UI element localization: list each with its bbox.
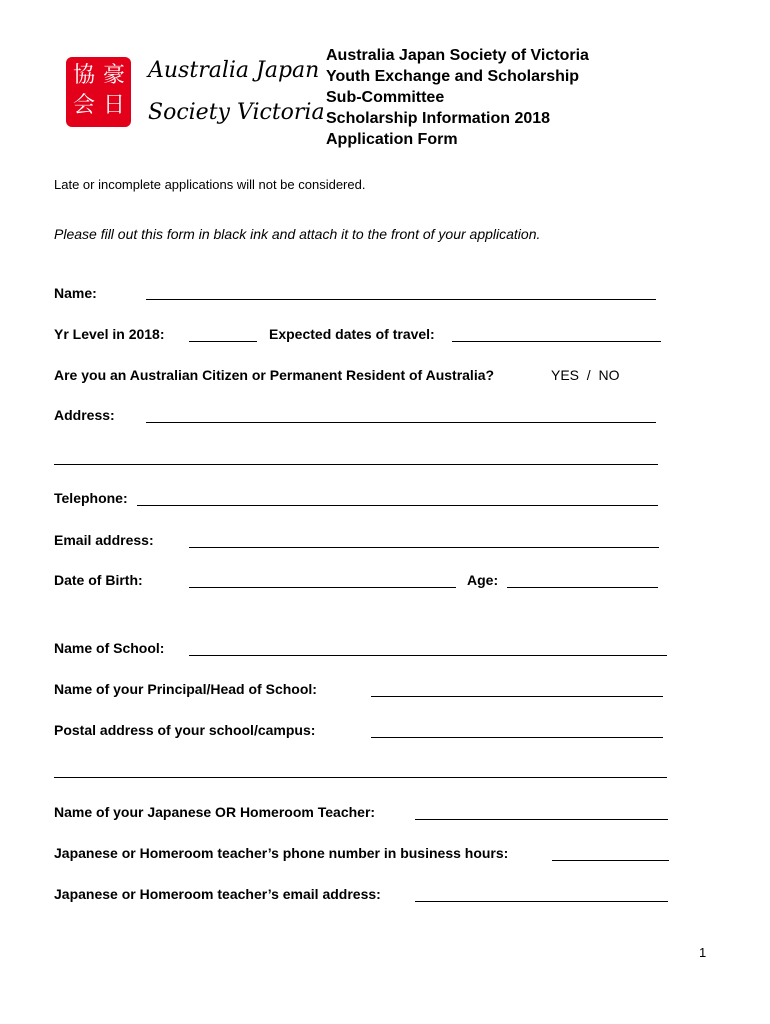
age-label: Age: (467, 572, 499, 588)
teacher-email-field[interactable] (415, 901, 668, 902)
teacher-field[interactable] (415, 819, 668, 820)
expected-dates-label: Expected dates of travel: (269, 326, 435, 342)
header-line: Scholarship Information 2018 (326, 110, 551, 127)
telephone-label: Telephone: (54, 490, 128, 506)
school-name-field[interactable] (189, 655, 667, 656)
instruction-text: Please fill out this form in black ink and attach it to the front of your application. (54, 226, 541, 242)
email-field[interactable] (189, 547, 659, 548)
email-label: Email address: (54, 532, 154, 548)
notice-text: Late or incomplete applications will not be considered. (54, 177, 366, 192)
dob-field[interactable] (189, 587, 456, 588)
school-name-label: Name of School: (54, 640, 165, 656)
address-field-line2[interactable] (54, 464, 658, 465)
school-postal-field-line2[interactable] (54, 777, 667, 778)
logo-seal-char: 協 (72, 63, 95, 88)
teacher-phone-label: Japanese or Homeroom teacher’s phone number in business hours: (54, 845, 509, 861)
logo-seal-char: 豪 (102, 63, 125, 88)
header-line: Sub-Committee (326, 89, 445, 106)
name-field[interactable] (146, 299, 656, 300)
principal-field[interactable] (371, 696, 663, 697)
address-label: Address: (54, 407, 115, 423)
teacher-phone-field[interactable] (552, 860, 669, 861)
header-title (326, 45, 589, 150)
principal-label: Name of your Principal/Head of School: (54, 681, 317, 697)
page-number: 1 (699, 945, 707, 960)
age-field[interactable] (507, 587, 658, 588)
yr-level-field[interactable] (189, 341, 257, 342)
citizen-question: Are you an Australian Citizen or Permanent Resident of Australia? (54, 367, 495, 383)
teacher-email-label: Japanese or Homeroom teacher’s email address: (54, 886, 381, 902)
header-line: Application Form (326, 131, 458, 148)
header-line: Australia Japan Society of Victoria (326, 47, 589, 64)
yr-level-label: Yr Level in 2018: (54, 326, 165, 342)
name-label: Name: (54, 285, 97, 301)
teacher-label: Name of your Japanese OR Homeroom Teacher: (54, 804, 376, 820)
school-postal-field-line1[interactable] (371, 737, 663, 738)
logo-text-line1: Australia Japan (148, 58, 320, 83)
logo-seal (66, 57, 131, 127)
school-postal-label: Postal address of your school/campus: (54, 722, 316, 738)
expected-dates-field[interactable] (452, 341, 661, 342)
logo-seal-char: 会 (72, 93, 95, 118)
logo-text-line2: Society Victoria (148, 100, 325, 125)
logo-seal-char: 日 (102, 93, 125, 118)
header-line: Youth Exchange and Scholarship (326, 68, 580, 85)
citizen-options[interactable]: YES / NO (551, 367, 620, 383)
address-field-line1[interactable] (146, 422, 656, 423)
telephone-field[interactable] (137, 505, 658, 506)
dob-label: Date of Birth: (54, 572, 143, 588)
